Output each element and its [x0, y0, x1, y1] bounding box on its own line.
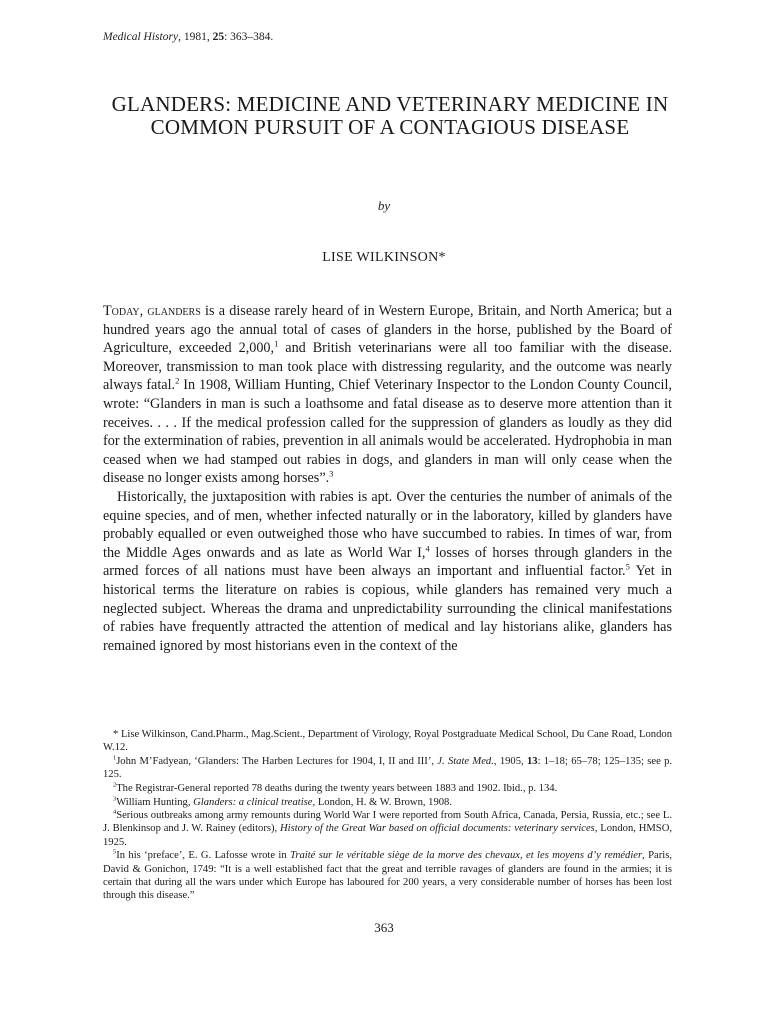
footnote-text: In his ‘preface’, E. G. Lafosse wrote in [116, 850, 291, 862]
paragraph-text: In 1908, William Hunting, Chief Veterinary Inspector to the London County Council, wrote: “Glanders in man is such a loathsome and fatal disease as to deserve more attention than it receives. . . . If the medical profession called for the suppression of glanders as loudly as they did for the extermination of rabies, prevention in all animals would be accelerated. Hydrophobia in man ceased when we had stamped out rabies in dogs, and glanders in man will only cease when the disease no longer exists among horses”. [103, 377, 672, 487]
footnote-1 [103, 755, 672, 781]
footnote-4 [103, 809, 672, 849]
footnote-ref[interactable]: 2 [175, 375, 180, 386]
paragraph-2 [103, 488, 672, 655]
journal-year: , 1981, [178, 31, 213, 43]
footnotes [103, 728, 672, 903]
footnote-italic: Glanders: a clinical treatise [193, 796, 313, 808]
paragraph-text: and British veterinarians were all too familiar with the disease. Moreover, transmission to man took place with distressing regularity, and the outcome was nearly always fatal. [103, 340, 672, 394]
paragraph-text: Historically, the juxtaposition with rabies is apt. Over the centuries the number of animals of the equine species, and of men, whether infected naturally or in the laboratory, killed by glanders have probably equalled or even outweighed those who have succumbed to rabies. In times of war, from the Middle Ages onwards and as late as World War I, [103, 488, 672, 561]
footnote-mark: 2 [113, 781, 117, 789]
footnote-ref[interactable]: 4 [425, 542, 430, 553]
journal-name: Medical History [103, 31, 179, 43]
footnote-italic: History of the Great War based on official documents: veterinary services [280, 823, 595, 835]
footnote-mark: 3 [113, 794, 117, 802]
footnote-bold: 13 [526, 755, 538, 767]
footnote-mark: 5 [113, 848, 117, 856]
footnote-3 [103, 796, 672, 809]
footnote-italic: J. State Med. [437, 755, 494, 767]
footnote-text: , London, HMSO, 1925. [103, 823, 672, 848]
footnote-ref[interactable]: 3 [329, 468, 334, 479]
footnote-text: John M’Fadyean, ‘Glanders: The Harben Lectures for 1904, I, II and III’, [116, 755, 438, 767]
byline-by: by [377, 198, 391, 213]
article-title: GLANDERS: MEDICINE AND VETERINARY MEDICINE IN COMMON PURSUIT OF A CONTAGIOUS DISEASE [111, 92, 669, 139]
footnote-author: * Lise Wilkinson, Cand.Pharm., Mag.Scient., Department of Virology, Royal Postgraduate Medical School, Du Cane Road, London W.12. [103, 729, 672, 754]
footnote-text: , London, H. & W. Brown, 1908. [312, 796, 453, 808]
footnote-ref[interactable]: 5 [625, 561, 630, 572]
footnote-mark: 4 [113, 808, 117, 816]
footnote-text: , 1905, [493, 755, 527, 767]
footnote-text: : 1–18; 65–78; 125–135; see p. 125. [103, 755, 673, 781]
journal-volume: 25 [212, 31, 225, 43]
footnote-text: , Paris, David & Gonichon, 1749: “It is a well established fact that the great and terrible ravages of glanders are found in the armies; it is certain that during all the wars under which Europe has laboured for 200 years, a very considerable number of horses has been lost through this disease.” [103, 850, 672, 901]
footnote-ref[interactable]: 1 [274, 338, 279, 349]
footnote-text: Serious outbreaks among army remounts during World War I were reported from South Africa, Canada, Persia, Russia, etc.; see L. J. Blenkinsop and J. W. Rainey (editors), [103, 810, 672, 835]
journal-pages: : 363–384. [224, 31, 274, 43]
lead-in: Today, glanders [103, 303, 201, 319]
author-name: LISE WILKINSON* [322, 250, 446, 265]
paragraph-text: losses of horses through glanders in the armed forces of all nations must have been always an important and influential factor. [103, 544, 672, 580]
paragraph-1 [103, 302, 672, 488]
page-number: 363 [374, 920, 394, 935]
journal-citation [103, 31, 273, 43]
article-body [103, 302, 672, 655]
paragraph-text: is a disease rarely heard of in Western Europe, Britain, and North America; but a hundred years ago the annual total of cases of glanders in the horse, published by the Board of Agriculture, exceeded 2,000, [103, 303, 672, 357]
footnote-mark: 1 [113, 754, 117, 762]
footnote-5 [103, 849, 672, 902]
footnote-text: The Registrar-General reported 78 deaths during the twenty years between 1883 and 1902. Ibid., p. 134. [116, 782, 558, 794]
paragraph-text: Yet in historical terms the literature on rabies is copious, while glanders has remained very much a neglected subject. Whereas the drama and unpredictability surrounding the clinical manifestations of rabies have frequently attracted the attention of medical and lay historians alike, glanders has remained ignored by most historians even in the context of the [103, 563, 672, 654]
footnote-text: William Hunting, [116, 796, 194, 808]
footnote-2 [103, 782, 672, 795]
footnote-italic: Traité sur le véritable siège de la morve des chevaux, et les moyens d’y remédier [290, 850, 643, 862]
